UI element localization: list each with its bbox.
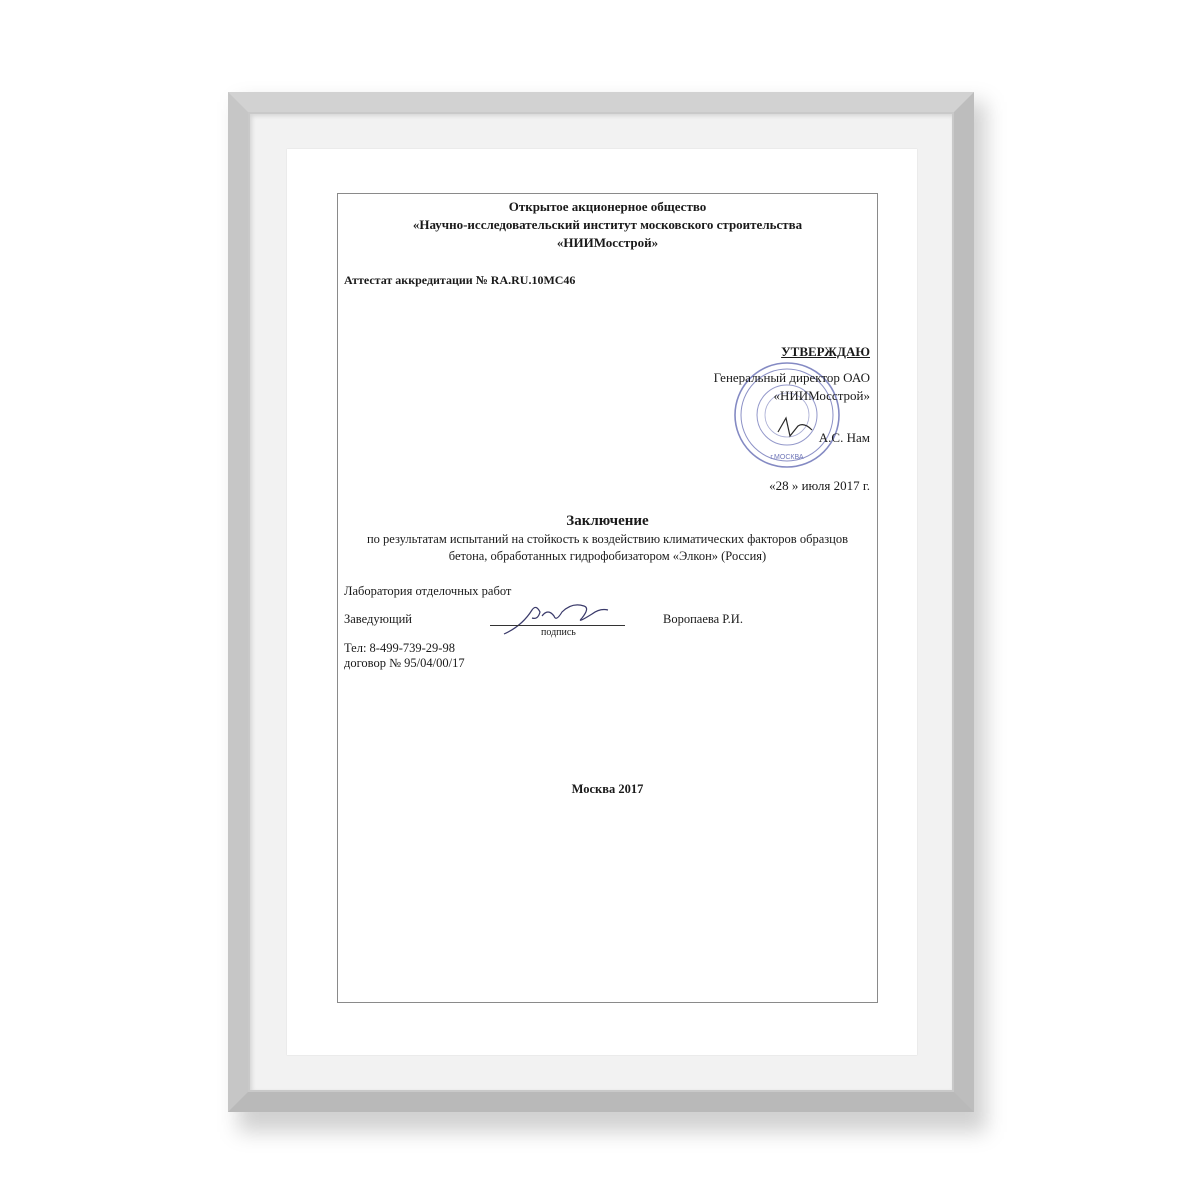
signature-caption: подпись — [541, 627, 576, 638]
header-line-1: Открытое акционерное общество — [508, 199, 707, 214]
header-line-2: «Научно-исследовательский институт московского строительства — [412, 217, 803, 232]
accreditation: Аттестат аккредитации № RA.RU.10МС46 — [344, 273, 576, 287]
head-name: Воропаева Р.И. — [663, 612, 743, 626]
conclusion-line-1: по результатам испытаний на стойкость к воздействию климатических факторов образцов — [366, 532, 849, 546]
approval-position-2: «НИИМосстрой» — [773, 388, 870, 403]
conclusion-line-2: бетона, обработанных гидрофобизатором «Элкон» (Россия) — [448, 549, 767, 563]
conclusion-title: Заключение — [566, 513, 649, 529]
stamp-text: г.МОСКВА — [770, 454, 804, 461]
approval-position-1: Генеральный директор ОАО — [713, 370, 870, 385]
header-line-3: «НИИМосстрой» — [556, 235, 659, 250]
contract-number: договор № 95/04/00/17 — [344, 656, 465, 670]
signature-line — [490, 625, 625, 626]
footer-city-year: Москва 2017 — [571, 782, 644, 796]
lab-name: Лаборатория отделочных работ — [344, 584, 512, 598]
approval-title: УТВЕРЖДАЮ — [781, 344, 870, 359]
approval-date: «28 » июля 2017 г. — [769, 478, 870, 493]
phone: Тел: 8-499-739-29-98 — [344, 641, 455, 655]
approval-name: А.С. Нам — [818, 430, 870, 445]
head-label: Заведующий — [344, 612, 412, 626]
